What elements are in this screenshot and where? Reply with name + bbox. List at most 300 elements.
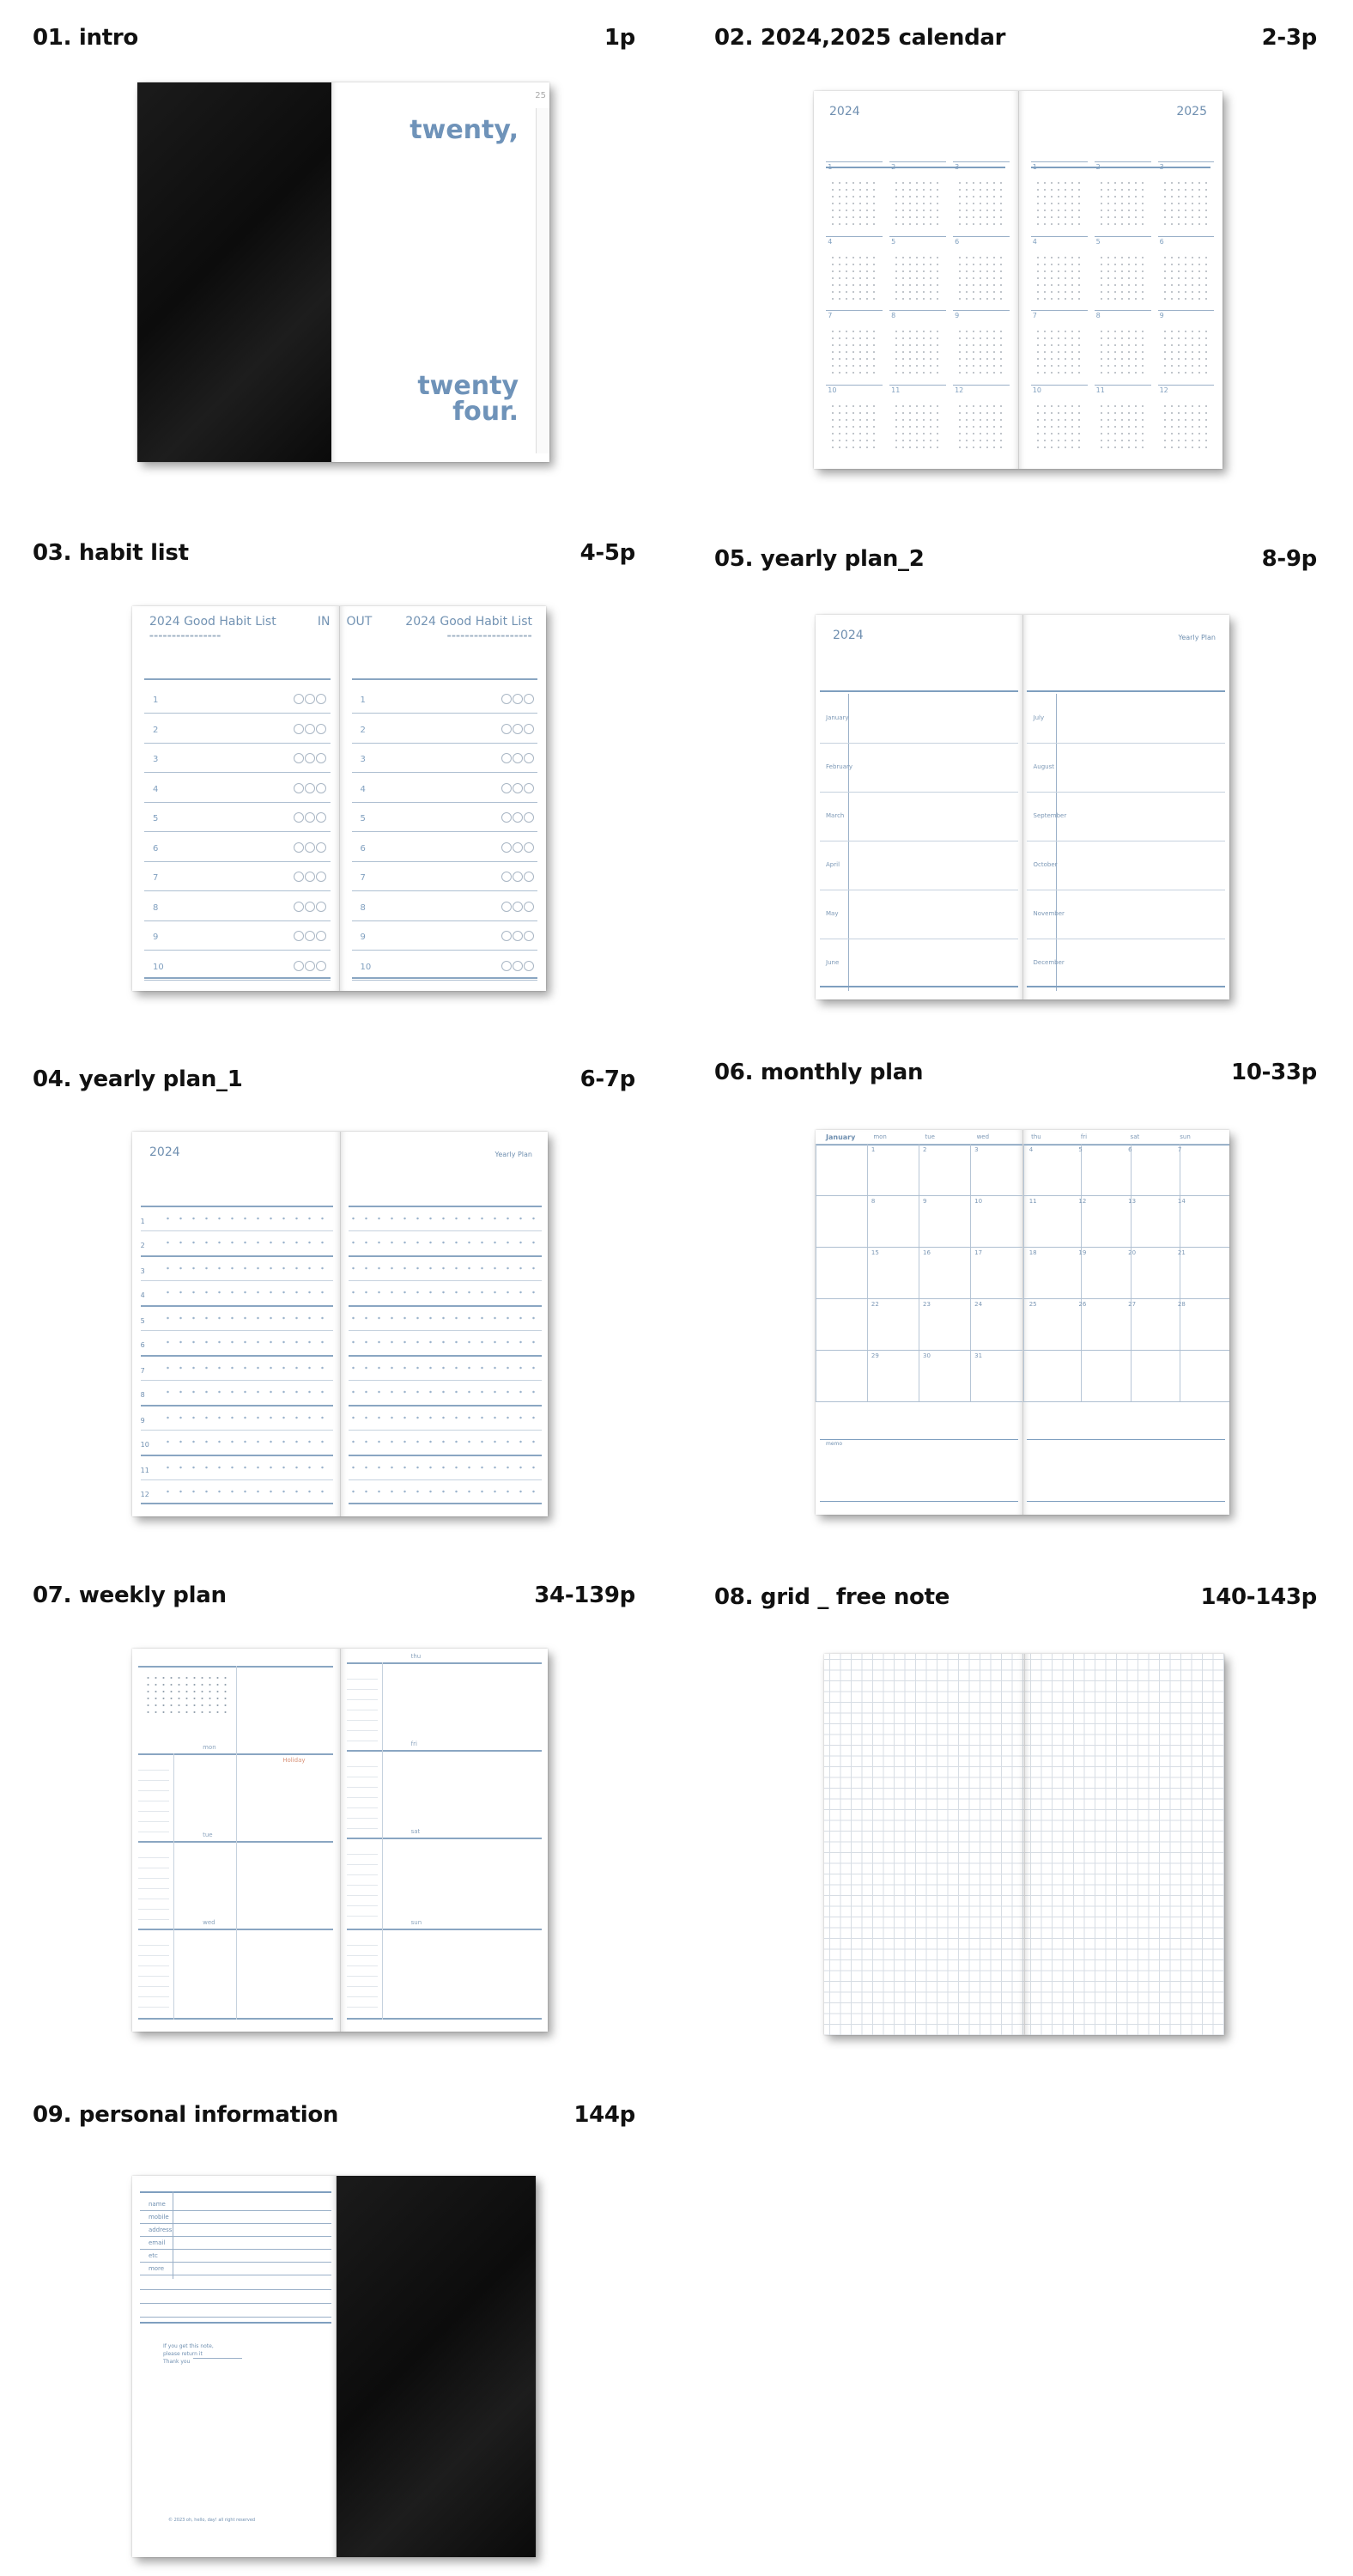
habit-check-circle xyxy=(316,694,326,704)
yearly1-mid-rule xyxy=(349,1280,542,1281)
habit-row-number: 8 xyxy=(153,902,159,913)
habit-check-circle xyxy=(294,902,304,912)
monthly-spread xyxy=(816,1130,1229,1515)
yearly2-month-label: April xyxy=(826,861,840,868)
habit-row-number: 5 xyxy=(360,814,366,823)
habit-check-circles xyxy=(501,961,534,971)
habit-row-number: 5 xyxy=(153,814,159,823)
monthly-date: 7 xyxy=(1177,1146,1182,1153)
monthly-date: 10 xyxy=(974,1198,983,1205)
calendar-month-number: 5 xyxy=(891,237,896,246)
calendar-month xyxy=(953,310,1010,385)
habit-row-number: 10 xyxy=(153,962,164,972)
calendar-day-grid xyxy=(1098,328,1148,378)
habit-check-circles xyxy=(294,872,326,882)
habit-check-circles xyxy=(501,812,534,823)
habit-check-circle xyxy=(316,842,326,853)
calendar-month-number: 10 xyxy=(1032,386,1041,394)
calendar-day-grid xyxy=(1098,403,1148,453)
section-pages-habit: 4-5p xyxy=(579,540,635,566)
personal-field-label: address xyxy=(148,2227,173,2233)
return-line-2: please return it xyxy=(163,2351,203,2357)
yearly1-row-rule xyxy=(349,1206,542,1207)
yearly1-day-numbers xyxy=(347,1238,542,1247)
yearly1-day-numbers xyxy=(347,1338,542,1346)
weekly-time-lines xyxy=(138,1760,169,1838)
habit-check-circle xyxy=(305,694,315,704)
yearly1-row-rule xyxy=(349,1255,542,1257)
monthly-weekday: wed xyxy=(976,1133,990,1140)
yearly1-day-numbers xyxy=(161,1214,333,1223)
habit-row-rule xyxy=(352,890,537,891)
habit-check-circle xyxy=(294,872,304,882)
yearly2-row-rule xyxy=(820,792,1018,793)
monthly-col-rule xyxy=(970,1144,971,1401)
yearly1-day-numbers xyxy=(161,1388,333,1396)
section-title-monthly: 06. monthly plan xyxy=(714,1060,924,1085)
habit-row-rule xyxy=(352,950,537,951)
personal-field-label: mobile xyxy=(148,2214,169,2221)
calendar-day-grid xyxy=(829,403,879,453)
yearly2-month-label: September xyxy=(1033,812,1067,819)
calendar-month xyxy=(1158,161,1215,236)
weekly-day-label: thu xyxy=(410,1653,422,1660)
habit-check-circle xyxy=(294,842,304,853)
monthly-date: 6 xyxy=(1128,1146,1132,1153)
monthly-week-rule xyxy=(816,1350,1022,1351)
section-pages-yearly2: 8-9p xyxy=(1261,546,1317,572)
personal-field-rule xyxy=(140,2236,331,2237)
yearly1-row-rule xyxy=(349,1405,542,1406)
weekly-day-rule xyxy=(347,2018,542,2020)
monthly-date: 4 xyxy=(1028,1146,1034,1153)
calendar-month-number: 12 xyxy=(955,386,964,394)
habit-check-circle xyxy=(501,842,512,853)
calendar-month xyxy=(889,161,946,236)
yearly2-left-page xyxy=(816,615,1023,999)
personal-spread xyxy=(132,2176,536,2557)
yearly1-month-number: 12 xyxy=(140,1491,149,1498)
habit-check-circles xyxy=(501,931,534,941)
monthly-date: 15 xyxy=(871,1249,879,1256)
calendar-day-grid xyxy=(1162,179,1211,229)
habit-check-circles xyxy=(294,724,326,734)
yearly1-mid-rule xyxy=(141,1280,334,1281)
calendar-day-grid xyxy=(893,328,943,378)
habit-check-circles xyxy=(501,872,534,882)
yearly2-rule xyxy=(1027,690,1225,692)
yearly1-row-rule xyxy=(141,1455,334,1456)
monthly-week-rule xyxy=(1023,1350,1230,1351)
calendar-month xyxy=(1158,310,1215,385)
habit-row-number: 9 xyxy=(360,933,366,942)
section-title-habit: 03. habit list xyxy=(33,540,189,566)
habit-check-circle xyxy=(513,961,523,971)
habit-check-circle xyxy=(501,961,512,971)
monthly-date: 23 xyxy=(923,1301,931,1308)
yearly1-month-number: 10 xyxy=(140,1441,149,1449)
weekly-time-lines xyxy=(347,1935,378,2013)
calendar-month-number: 10 xyxy=(828,386,837,394)
calendar-day-grid xyxy=(893,403,943,453)
habit-row-rule xyxy=(144,980,330,981)
monthly-date: 13 xyxy=(1128,1198,1137,1205)
monthly-date: 18 xyxy=(1028,1249,1037,1256)
habit-footer-rule xyxy=(144,977,330,979)
habit-check-circle xyxy=(501,694,512,704)
habit-check-circle xyxy=(513,724,523,734)
monthly-memo-label: memo xyxy=(826,1441,843,1447)
habit-subtitle: ▬▬▬▬▬▬▬▬▬▬▬▬▬▬▬▬▬▬▬ xyxy=(446,634,532,639)
grid-right-page xyxy=(1025,1654,1225,2035)
yearly1-day-numbers xyxy=(161,1264,333,1273)
page-edge-strip xyxy=(536,108,549,453)
monthly-date: 21 xyxy=(1177,1249,1186,1256)
monthly-col-rule xyxy=(1131,1144,1132,1401)
habit-header-rule xyxy=(352,678,537,680)
habit-check-circle xyxy=(316,961,326,971)
weekly-time-lines xyxy=(347,1844,378,1922)
monthly-weekday: fri xyxy=(1080,1133,1088,1140)
habit-out-tag: OUT xyxy=(346,615,373,629)
habit-check-circle xyxy=(524,872,534,882)
calendar-day-grid xyxy=(1098,254,1148,304)
section-title-personal: 09. personal information xyxy=(33,2102,339,2128)
yearly1-mid-rule xyxy=(349,1330,542,1331)
habit-check-circle xyxy=(294,812,304,823)
yearly2-bottom-rule xyxy=(820,986,1018,987)
calendar-month-number: 2 xyxy=(891,163,896,171)
habit-row-number: 2 xyxy=(153,725,159,735)
yearly1-month-number: 8 xyxy=(140,1391,145,1399)
calendar-month xyxy=(1031,310,1088,385)
habit-check-circle xyxy=(316,902,326,912)
yearly1-row-rule xyxy=(141,1206,334,1207)
yearly1-row-rule xyxy=(141,1255,334,1257)
yearly1-right-page xyxy=(341,1132,549,1516)
yearly1-mid-rule xyxy=(141,1230,334,1231)
calendar-month xyxy=(953,161,1010,236)
weekly-spread xyxy=(132,1649,548,2032)
return-line-1: If you get this note, xyxy=(163,2343,214,2349)
calendar-month xyxy=(1031,236,1088,311)
yearly1-day-numbers xyxy=(347,1364,542,1372)
yearly2-row-rule xyxy=(1027,743,1225,744)
yearly1-month-number: 9 xyxy=(140,1417,145,1425)
habit-check-circle xyxy=(513,694,523,704)
calendar-month-number: 7 xyxy=(1032,312,1037,319)
habit-check-circle xyxy=(305,931,315,941)
yearly1-day-numbers xyxy=(161,1413,333,1422)
habit-check-circle xyxy=(524,961,534,971)
calendar-month xyxy=(826,310,883,385)
monthly-grid-right xyxy=(1023,1144,1230,1401)
habit-row-rule xyxy=(144,861,330,862)
monthly-date: 2 xyxy=(923,1146,927,1153)
yearly1-day-numbers xyxy=(161,1338,333,1346)
yearly1-row-rule xyxy=(349,1455,542,1456)
section-title-yearly2: 05. yearly plan_2 xyxy=(714,546,925,572)
yearly2-right-page xyxy=(1023,615,1230,999)
monthly-date: 27 xyxy=(1128,1301,1137,1308)
cover-title-top: twenty, xyxy=(410,115,519,145)
calendar-month xyxy=(889,385,946,459)
calendar-day-grid xyxy=(1162,328,1211,378)
monthly-memo-rule xyxy=(820,1439,1018,1440)
yearly1-year: 2024 xyxy=(149,1145,180,1159)
calendar-month-number: 8 xyxy=(891,312,896,319)
habit-check-circle xyxy=(305,842,315,853)
yearly1-day-numbers xyxy=(347,1463,542,1472)
monthly-date: 17 xyxy=(974,1249,983,1256)
calendar-day-grid xyxy=(893,254,943,304)
habit-check-circle xyxy=(501,902,512,912)
monthly-week-rule xyxy=(1023,1298,1230,1299)
habit-check-circle xyxy=(524,783,534,793)
yearly1-label: Yearly Plan xyxy=(494,1151,532,1158)
weekly-day-label: fri xyxy=(410,1741,417,1747)
personal-extra-rule xyxy=(140,2303,331,2304)
personal-mid-rule xyxy=(140,2322,331,2324)
calendar-month xyxy=(1158,385,1215,459)
habit-check-circles xyxy=(501,842,534,853)
habit-check-circle xyxy=(501,931,512,941)
yearly2-month-label: March xyxy=(826,812,845,819)
weekly-col-rule xyxy=(173,1753,174,2020)
monthly-right-page xyxy=(1023,1130,1230,1515)
monthly-date: 8 xyxy=(871,1198,876,1205)
section-title-calendar: 02. 2024,2025 calendar xyxy=(714,25,1006,51)
monthly-col-rule xyxy=(1081,1144,1082,1401)
yearly1-month-number: 11 xyxy=(140,1467,149,1474)
calendar-month-number: 12 xyxy=(1159,386,1168,394)
monthly-bottom-rule xyxy=(820,1501,1018,1502)
calendar-month-number: 1 xyxy=(1032,163,1037,171)
monthly-col-rule xyxy=(867,1144,868,1401)
calendar-month xyxy=(953,236,1010,311)
intro-spread xyxy=(137,82,549,462)
section-pages-personal: 144p xyxy=(573,2102,635,2128)
habit-check-circle xyxy=(305,902,315,912)
monthly-week-rule xyxy=(816,1195,1022,1196)
habit-row-rule xyxy=(144,950,330,951)
habit-row-rule xyxy=(144,743,330,744)
monthly-date: 9 xyxy=(923,1198,927,1205)
yearly1-day-numbers xyxy=(161,1364,333,1372)
weekly-day-rule xyxy=(347,1750,542,1752)
yearly2-col-divider xyxy=(1056,694,1057,991)
monthly-date: 20 xyxy=(1128,1249,1137,1256)
yearly2-rule xyxy=(820,690,1018,692)
weekly-day-label: mon xyxy=(203,1744,216,1751)
section-pages-calendar: 2-3p xyxy=(1261,25,1317,51)
habit-check-circle xyxy=(501,724,512,734)
yearly2-col-divider xyxy=(848,694,849,991)
habit-check-circle xyxy=(316,812,326,823)
calendar-left-year: 2024 xyxy=(829,105,860,118)
calendar-right-grid xyxy=(1031,161,1215,459)
monthly-bottom-rule xyxy=(1027,1501,1225,1502)
yearly1-day-numbers xyxy=(161,1288,333,1297)
monthly-date: 24 xyxy=(974,1301,983,1308)
calendar-left-grid xyxy=(826,161,1010,459)
personal-info-page xyxy=(132,2176,337,2557)
grid-left-page xyxy=(824,1654,1025,2035)
monthly-week-rule xyxy=(816,1144,1022,1145)
personal-field-rule xyxy=(140,2210,331,2211)
section-title-yearly1: 04. yearly plan_1 xyxy=(33,1066,243,1092)
habit-check-circle xyxy=(294,724,304,734)
habit-row-rule xyxy=(144,713,330,714)
habit-header-rule xyxy=(144,678,330,680)
habit-check-circle xyxy=(501,783,512,793)
monthly-date: 30 xyxy=(923,1352,931,1359)
yearly2-month-label: July xyxy=(1033,714,1045,721)
monthly-week-rule xyxy=(1023,1247,1230,1248)
weekly-day-label: tue xyxy=(203,1832,213,1838)
intro-page xyxy=(331,82,549,462)
monthly-date: 25 xyxy=(1028,1301,1037,1308)
edge-number: 25 xyxy=(535,91,546,100)
habit-spread xyxy=(132,606,546,991)
yearly1-month-number: 5 xyxy=(140,1317,145,1325)
calendar-right-page xyxy=(1019,91,1223,469)
calendar-month xyxy=(826,385,883,459)
calendar-month xyxy=(953,385,1010,459)
personal-extra-rule xyxy=(140,2317,331,2318)
habit-row-rule xyxy=(144,831,330,832)
habit-row-number: 7 xyxy=(153,873,159,883)
yearly1-mid-rule xyxy=(141,1430,334,1431)
calendar-month-number: 11 xyxy=(1095,386,1105,394)
habit-row-number: 1 xyxy=(360,696,366,705)
yearly1-mid-rule xyxy=(349,1430,542,1431)
calendar-month xyxy=(1095,310,1151,385)
monthly-date: 29 xyxy=(871,1352,879,1359)
calendar-day-grid xyxy=(1098,179,1148,229)
weekly-left-page xyxy=(132,1649,341,2032)
yearly1-mid-rule xyxy=(349,1230,542,1231)
weekly-day-label: sun xyxy=(410,1919,422,1926)
monthly-date: 19 xyxy=(1078,1249,1087,1256)
monthly-date: 3 xyxy=(974,1146,979,1153)
calendar-month-number: 8 xyxy=(1095,312,1101,319)
monthly-date: 12 xyxy=(1078,1198,1087,1205)
yearly2-month-label: November xyxy=(1033,910,1065,917)
weekly-mini-calendar xyxy=(144,1674,228,1717)
monthly-date: 22 xyxy=(871,1301,879,1308)
calendar-month xyxy=(1031,161,1088,236)
habit-check-circle xyxy=(524,842,534,853)
yearly1-row-rule xyxy=(349,1305,542,1307)
yearly1-month-number: 6 xyxy=(140,1341,145,1349)
yearly1-mid-rule xyxy=(141,1479,334,1480)
weekly-col-rule xyxy=(236,1666,237,2020)
calendar-month-number: 9 xyxy=(955,312,960,319)
personal-field-label: name xyxy=(148,2201,166,2208)
habit-check-circles xyxy=(294,753,326,763)
weekly-right-page xyxy=(341,1649,549,2032)
habit-check-circles xyxy=(501,753,534,763)
calendar-month-number: 5 xyxy=(1095,237,1101,246)
personal-field-rule xyxy=(140,2249,331,2250)
yearly2-bottom-rule xyxy=(1027,986,1225,987)
habit-check-circles xyxy=(501,783,534,793)
yearly1-row-rule xyxy=(141,1355,334,1357)
habit-check-circle xyxy=(513,783,523,793)
section-pages-intro: 1p xyxy=(604,25,635,51)
monthly-date: 28 xyxy=(1177,1301,1186,1308)
weekly-day-rule xyxy=(347,1662,542,1664)
yearly1-mid-rule xyxy=(349,1479,542,1480)
habit-check-circle xyxy=(524,694,534,704)
monthly-date: 5 xyxy=(1078,1146,1083,1153)
weekly-time-lines xyxy=(347,1757,378,1834)
habit-row-rule xyxy=(352,861,537,862)
calendar-month-number: 6 xyxy=(1159,237,1164,246)
habit-row-rule xyxy=(352,743,537,744)
habit-row-rule xyxy=(352,980,537,981)
habit-check-circles xyxy=(501,724,534,734)
habit-check-circles xyxy=(294,812,326,823)
yearly1-day-numbers xyxy=(347,1314,542,1322)
habit-right-title: 2024 Good Habit List xyxy=(405,615,532,629)
habit-check-circles xyxy=(294,902,326,912)
habit-check-circle xyxy=(524,931,534,941)
habit-check-circle xyxy=(501,812,512,823)
personal-field-label: more xyxy=(148,2265,165,2272)
calendar-month xyxy=(889,310,946,385)
cover-title-bottom-2: four. xyxy=(452,397,519,427)
calendar-day-grid xyxy=(1034,328,1084,378)
yearly1-day-numbers xyxy=(161,1314,333,1322)
habit-row-number: 2 xyxy=(360,725,366,735)
monthly-date: 11 xyxy=(1028,1198,1037,1205)
habit-row-rule xyxy=(144,802,330,803)
habit-check-circle xyxy=(305,724,315,734)
habit-subtitle: ▬▬▬▬▬▬▬▬▬▬▬▬▬▬▬▬ xyxy=(149,634,221,639)
yearly1-row-rule xyxy=(141,1405,334,1406)
section-title-weekly: 07. weekly plan xyxy=(33,1583,227,1608)
calendar-month xyxy=(1095,385,1151,459)
monthly-date: 31 xyxy=(974,1352,983,1359)
calendar-month xyxy=(1031,385,1088,459)
calendar-spread xyxy=(814,91,1223,469)
calendar-month-number: 11 xyxy=(891,386,901,394)
monthly-month: January xyxy=(826,1133,856,1141)
habit-check-circle xyxy=(501,753,512,763)
habit-check-circles xyxy=(294,961,326,971)
calendar-day-grid xyxy=(956,328,1006,378)
habit-row-number: 4 xyxy=(153,784,159,794)
section-pages-monthly: 10-33p xyxy=(1231,1060,1317,1085)
calendar-month-number: 9 xyxy=(1159,312,1164,319)
copyright-text: © 2023 oh, hello, day! all right reserved xyxy=(168,2518,256,2523)
calendar-day-grid xyxy=(956,403,1006,453)
habit-row-number: 7 xyxy=(360,873,366,883)
calendar-month xyxy=(889,236,946,311)
yearly1-bottom-rule xyxy=(141,1503,334,1504)
habit-check-circles xyxy=(294,783,326,793)
habit-check-circle xyxy=(294,931,304,941)
return-note xyxy=(163,2342,214,2366)
calendar-day-grid xyxy=(829,179,879,229)
grid-spread xyxy=(824,1654,1224,2035)
habit-row-number: 4 xyxy=(360,784,366,794)
weekly-day-label: sat xyxy=(410,1828,421,1835)
calendar-month xyxy=(1158,236,1215,311)
habit-row-rule xyxy=(144,772,330,773)
